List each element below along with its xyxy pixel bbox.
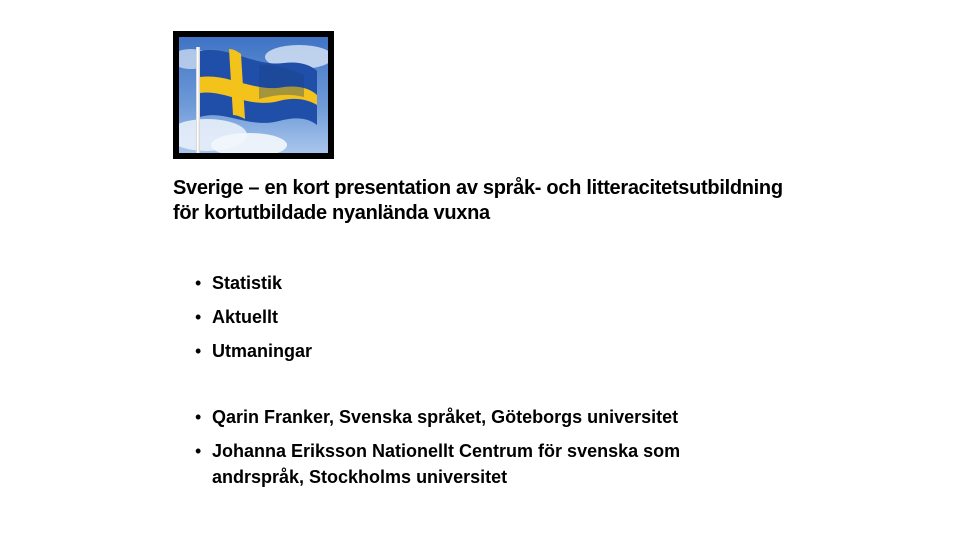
- presenter-list: [195, 404, 680, 498]
- slide-title-line-2: för kortutbildade nyanlända vuxna: [173, 202, 490, 224]
- slide-title-line-1: Sverige – en kort presentation av språk- och litteracitetsutbildning: [173, 177, 783, 199]
- presenter-text-continued: andrspråk, Stockholms universitet: [212, 467, 508, 487]
- list-item: • Statistik: [195, 270, 312, 296]
- list-item: • Aktuellt: [195, 304, 312, 330]
- swedish-flag-icon: [173, 31, 334, 159]
- topic-list: [195, 270, 312, 372]
- list-item: [195, 404, 680, 430]
- list-item: [195, 438, 680, 490]
- slide-title: [173, 176, 813, 226]
- list-item: • Utmaningar: [195, 338, 312, 364]
- presenter-text: • Johanna Eriksson Nationellt Centrum för svenska som: [212, 441, 681, 461]
- presenter-text: Qarin Franker, Svenska språket, Göteborgs universitet: [212, 407, 679, 427]
